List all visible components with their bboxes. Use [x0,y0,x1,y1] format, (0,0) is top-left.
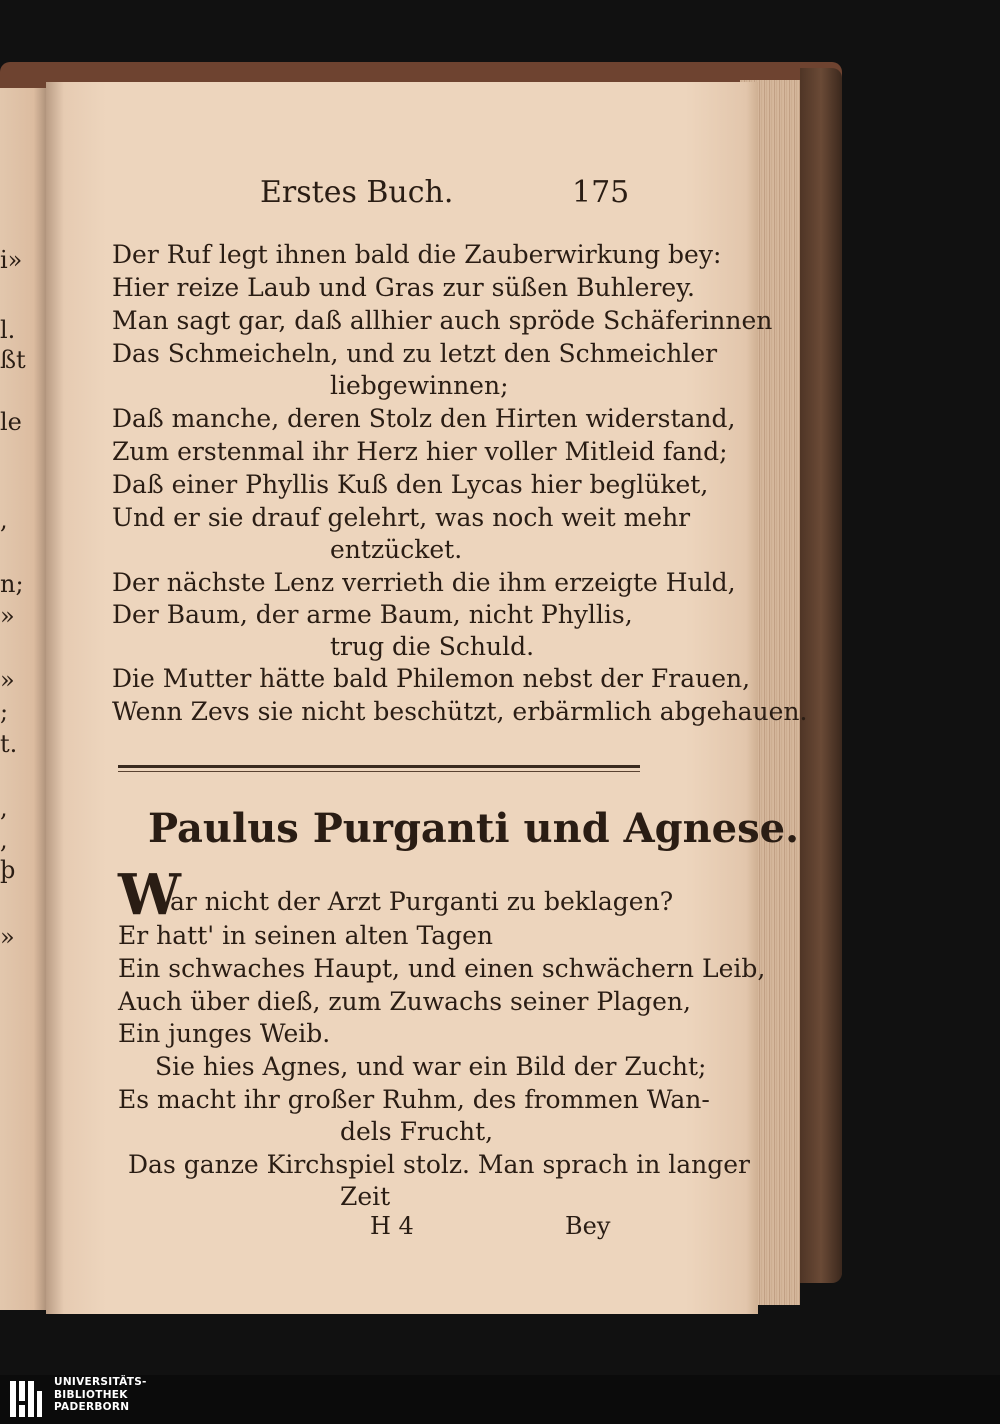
text-line: entzücket. [330,535,463,564]
poem-line: Es macht ihr großer Ruhm, des frommen Wan- [118,1085,710,1114]
text-line: Und er sie drauf gelehrt, was noch weit mehr [112,503,691,532]
text-line: trug die Schuld. [330,632,535,661]
running-title: Erstes Buch. [260,175,454,210]
signature-mark: H 4 [370,1212,414,1240]
text-line: Man sagt gar, daß allhier auch spröde Schäferinnen [112,306,773,335]
section-divider [118,765,640,768]
left-fragment: n; [0,570,24,598]
poem-line: Er hatt' in seinen alten Tagen [118,921,493,950]
library-name [54,1376,147,1414]
left-fragment: l. [0,316,16,344]
text-line: Wenn Zevs sie nicht beschützt, erbärmlich abgehauen. [112,697,808,726]
text-line: Zum erstenmal ihr Herz hier voller Mitleid fand; [112,437,728,466]
text-line: Das Schmeicheln, und zu letzt den Schmeichler [112,339,718,368]
library-name-line1: UNIVERSITÄTS- [54,1376,147,1388]
left-fragment: , [0,506,8,534]
poem-line: Das ganze Kirchspiel stolz. Man sprach in langer [128,1150,751,1179]
text-line: Hier reize Laub und Gras zur süßen Buhlerey. [112,273,695,302]
left-fragment: , [0,826,8,854]
text-line: Der nächste Lenz verrieth die ihm erzeigte Huld, [112,568,736,597]
poem-line: Ein schwaches Haupt, und einen schwächern Leib, [118,954,766,983]
library-name-line2: BIBLIOTHEK [54,1388,128,1401]
text-line: Die Mutter hätte bald Philemon nebst der Frauen, [112,664,751,693]
text-line: Der Baum, der arme Baum, nicht Phyllis, [112,600,633,629]
poem-line: dels Frucht, [340,1117,494,1146]
library-footer-bar [0,1375,1000,1424]
left-fragment: » [0,666,15,694]
left-fragment: » [0,602,15,630]
poem-title: Paulus Purganti und Agnese. [148,805,800,852]
left-page-edge [0,88,48,1310]
left-fragment: » [0,923,15,951]
text-line: Der Ruf legt ihnen bald die Zauberwirkung bey: [112,240,722,269]
library-logo-icon [8,1379,44,1419]
left-fragment: i» [0,246,23,274]
book-spine [800,68,842,1283]
left-fragment: , [0,794,8,822]
page-number: 175 [572,175,630,210]
catchword: Bey [565,1212,611,1240]
poem-line: Auch über dieß, zum Zuwachs seiner Plagen, [118,987,691,1016]
poem-line: ar nicht der Arzt Purganti zu beklagen? [170,887,674,916]
left-fragment: le [0,408,22,436]
section-divider-thin [118,771,640,772]
left-fragment: ßt [0,346,26,374]
left-fragment: t. [0,730,18,758]
poem-line: Zeit [340,1182,391,1211]
poem-line: Sie hies Agnes, und war ein Bild der Zucht; [155,1052,707,1081]
text-line: liebgewinnen; [330,371,509,400]
drop-capital: W [118,862,181,928]
text-line: Daß einer Phyllis Kuß den Lycas hier beglüket, [112,470,709,499]
text-line: Daß manche, deren Stolz den Hirten widerstand, [112,404,736,433]
poem-line: Ein junges Weib. [118,1019,331,1048]
library-name-line3: PADERBORN [54,1401,130,1413]
left-fragment: ; [0,698,9,726]
left-fragment: þ [0,856,16,884]
